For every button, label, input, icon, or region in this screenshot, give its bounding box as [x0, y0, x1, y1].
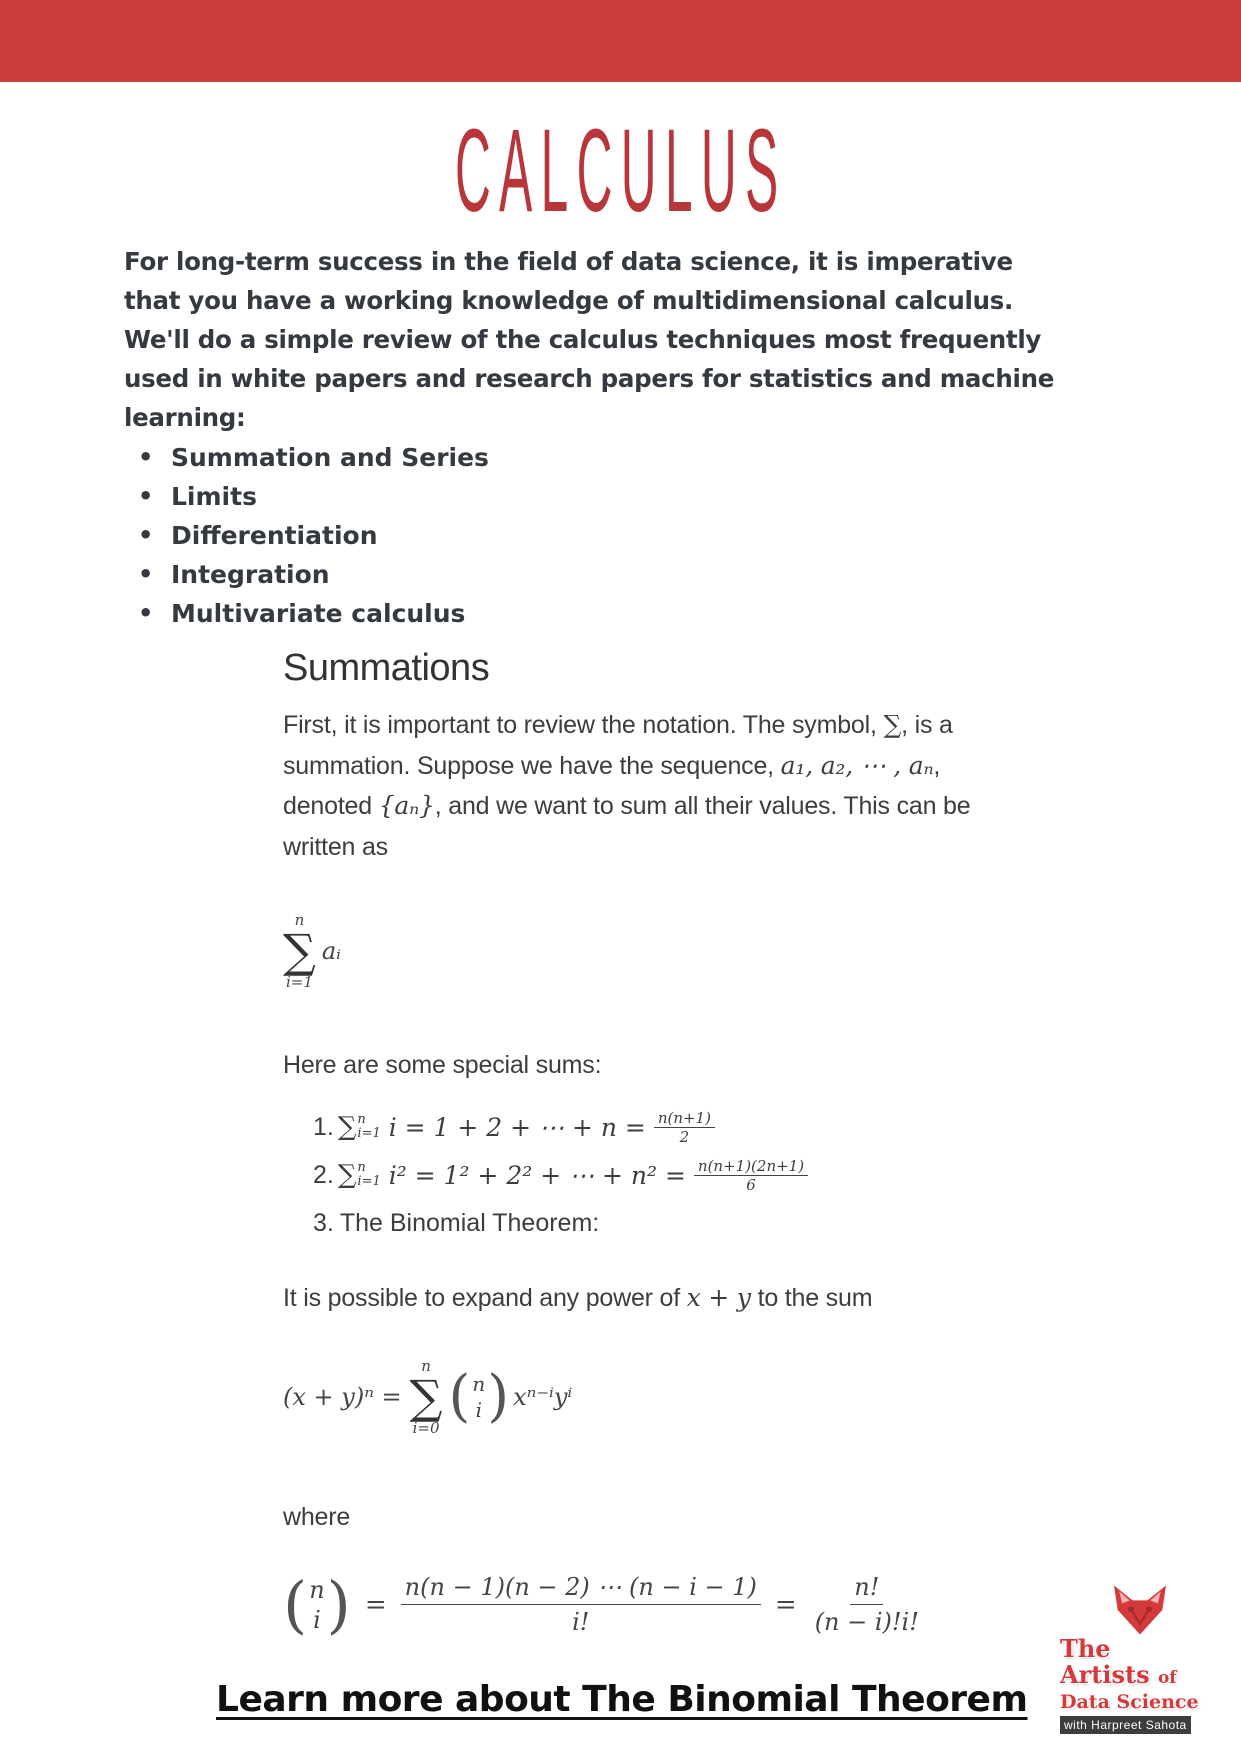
- page-title: CALCULUS: [454, 105, 787, 237]
- fraction: [654, 1109, 715, 1146]
- fraction-numerator: n(n+1): [654, 1109, 715, 1128]
- para-text: First, it is important to review the notation. The symbol,: [283, 711, 884, 739]
- fraction-numerator: n!: [850, 1570, 883, 1605]
- item-number: 2.: [313, 1160, 334, 1189]
- sum-term: aᵢ: [321, 937, 341, 965]
- binomial-term: xⁿ⁻ⁱyⁱ: [513, 1383, 573, 1411]
- para-text: , is a: [901, 711, 953, 739]
- sum-lower-limit: i=0: [412, 1419, 440, 1437]
- where-text: where: [283, 1503, 351, 1531]
- sequence-math: a₁, a₂, ⋯ , aₙ: [780, 750, 934, 780]
- equals-sign: =: [774, 1589, 797, 1620]
- item-number: 1.: [313, 1112, 334, 1141]
- logo-tagline: with Harpreet Sahota: [1060, 1716, 1191, 1734]
- para-line: [283, 705, 1083, 746]
- sum-lower-limit: i=1: [357, 1126, 381, 1141]
- binomial-coefficient-formula: [283, 1567, 923, 1641]
- fraction-denominator: 2: [679, 1127, 690, 1146]
- topics-list: [124, 438, 489, 633]
- topic-item: • Multivariate calculus: [124, 594, 489, 633]
- notation-paragraph: [283, 705, 1083, 867]
- logo-line-artists: [1060, 1662, 1177, 1691]
- set-math: {aₙ}: [378, 791, 435, 820]
- intro-line: We'll do a simple review of the calculus techniques most frequently: [124, 325, 1042, 354]
- binomial-formula: [283, 1358, 572, 1436]
- topic-item: • Integration: [124, 555, 489, 594]
- para-line: written as: [283, 832, 388, 861]
- fox-icon: [1104, 1584, 1176, 1636]
- sum-upper-limit: n: [294, 911, 305, 929]
- sum-limits: [357, 1113, 380, 1141]
- logo-line-the: The: [1060, 1634, 1111, 1663]
- special-sum-item: [313, 1103, 1033, 1151]
- intro-line: used in white papers and research papers for statistics and machine: [124, 364, 1055, 393]
- fraction-numerator: n(n+1)(2n+1): [694, 1157, 808, 1176]
- right-paren: ): [487, 1364, 510, 1429]
- sum-operator: [283, 912, 316, 990]
- sigma-symbol: ∑: [337, 1112, 357, 1142]
- equals-sign: =: [364, 1589, 387, 1620]
- section-title: Summations: [283, 647, 490, 689]
- expand-paragraph: [283, 1278, 872, 1319]
- topic-item: • Differentiation: [124, 516, 489, 555]
- left-paren: (: [283, 1567, 308, 1641]
- para-text: ,: [933, 751, 941, 780]
- binomial-lhs: (x + y)ⁿ =: [283, 1383, 402, 1411]
- sigma-symbol: ∑: [337, 1160, 357, 1190]
- sum-lower-limit: i=1: [285, 973, 313, 991]
- choose-stack: [470, 1371, 487, 1423]
- topic-item: • Limits: [124, 477, 489, 516]
- intro-line: learning:: [124, 403, 246, 432]
- sigma-symbol: ∑: [283, 924, 316, 978]
- choose-top: n: [472, 1372, 486, 1396]
- intro-line: For long-term success in the field of data science, it is imperative: [124, 247, 1013, 276]
- sigma-symbol: ∑: [883, 710, 902, 739]
- sum-limits: [357, 1161, 380, 1189]
- brand-logo: [1060, 1584, 1238, 1752]
- top-banner: [0, 0, 1241, 82]
- para-text: It is possible to expand any power of: [283, 1284, 687, 1312]
- special-sums-intro: Here are some special sums:: [283, 1051, 602, 1079]
- right-paren: ): [326, 1567, 351, 1641]
- para-line: [283, 746, 1083, 787]
- summation-formula: [283, 912, 341, 990]
- left-paren: (: [448, 1364, 471, 1429]
- choose-bottom: i: [475, 1398, 482, 1422]
- para-line: [283, 786, 1083, 827]
- sum-expression: i = 1 + 2 + ⋯ + n =: [380, 1112, 654, 1142]
- choose-top: n: [309, 1575, 325, 1604]
- intro-paragraph: [124, 242, 1124, 437]
- para-text: denoted: [283, 792, 379, 820]
- item-number: 3.: [313, 1208, 334, 1237]
- topic-item: • Summation and Series: [124, 438, 489, 477]
- fraction-denominator: (n − i)!i!: [814, 1608, 919, 1636]
- fraction-denominator: 6: [746, 1175, 756, 1194]
- expand-math: x + y: [686, 1283, 751, 1312]
- special-sum-item: [313, 1199, 1033, 1247]
- special-sum-item: [313, 1151, 1033, 1199]
- choose-stack: [307, 1575, 326, 1635]
- para-text: to the sum: [750, 1284, 873, 1312]
- binomial-theorem-link[interactable]: Learn more about The Binomial Theorem: [216, 1679, 1028, 1720]
- choose-bottom: i: [313, 1605, 321, 1634]
- fraction: [694, 1157, 808, 1194]
- sum-operator: [410, 1358, 443, 1436]
- choose-block: [448, 1364, 510, 1429]
- fraction-numerator: n(n − 1)(n − 2) ⋯ (n − i − 1): [401, 1570, 761, 1605]
- sum-upper-limit: n: [421, 1357, 431, 1375]
- sum-expression: i² = 1² + 2² + ⋯ + n² =: [380, 1160, 694, 1190]
- sum-lower-limit: i=1: [357, 1174, 381, 1189]
- page-title-wrap: [0, 105, 1241, 237]
- sum-upper-limit: n: [357, 1112, 366, 1127]
- sum-upper-limit: n: [357, 1160, 366, 1175]
- fraction-denominator: i!: [572, 1608, 590, 1636]
- choose-block: [283, 1567, 351, 1641]
- logo-text: Artists: [1060, 1660, 1150, 1689]
- intro-line: that you have a working knowledge of multidimensional calculus.: [124, 286, 1014, 315]
- para-text: summation. Suppose we have the sequence,: [283, 751, 781, 780]
- fraction: [401, 1570, 761, 1639]
- sigma-symbol: ∑: [409, 1370, 443, 1424]
- item-text: The Binomial Theorem:: [339, 1208, 600, 1237]
- logo-text: of: [1157, 1668, 1177, 1688]
- special-sums-list: [313, 1103, 1033, 1247]
- logo-line-data-science: Data Science: [1060, 1691, 1199, 1713]
- fraction: [811, 1570, 923, 1639]
- para-text: , and we want to sum all their values. This can be: [434, 792, 971, 820]
